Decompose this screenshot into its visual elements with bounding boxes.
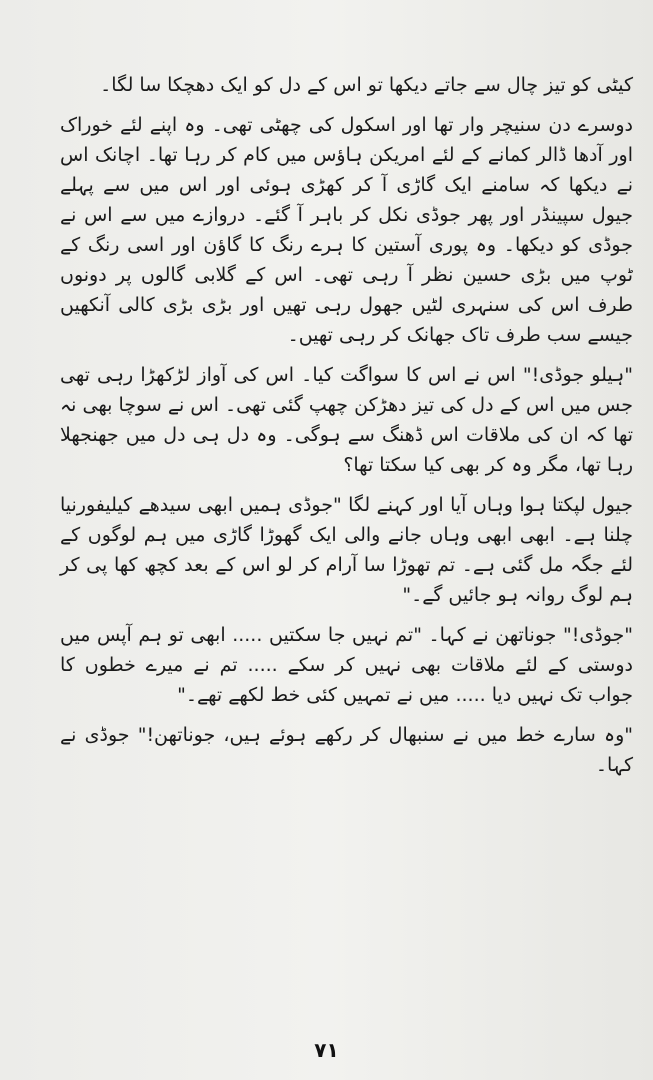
paragraph-3: "ہیلو جوڈی!" اس نے اس کا سواگت کیا۔ اس کی آواز لڑکھڑا رہی تھی جس میں اس کے دل کی تیز دھڑکن چھپ گئی تھی۔ اس نے سوچا بھی نہ تھا کہ ان کی ملاقات اس ڈھنگ سے ہوگی۔ وہ دل ہی دل میں جھنجھلا رہا تھا، مگر وہ کر بھی کیا سکتا تھا؟ — [60, 364, 633, 476]
paragraph-5: "جوڈی!" جوناتھن نے کہا۔ "تم نہیں جا سکتیں ..... ابھی تو ہم آپس میں دوستی کے لئے ملاقات بھی نہیں کر سکے ..... تم نے میرے خطوں کا جواب تک نہیں دیا ..... میں نے تمہیں کئی خط لکھے تھے۔" — [60, 624, 633, 706]
paragraph-4: جیول لپکتا ہوا وہاں آیا اور کہنے لگا "جوڈی ہمیں ابھی سیدھے کیلیفورنیا چلنا ہے۔ ابھی ابھی وہاں جانے والی ایک گھوڑا گاڑی میں ہم لوگوں کے لئے جگہ مل گئی ہے۔ تم تھوڑا سا آرام کر لو اس کے بعد کچھ کھا پی کر ہم لوگ روانہ ہو جائیں گے۔" — [60, 494, 633, 606]
paragraph-1: کیٹی کو تیز چال سے جاتے دیکھا تو اس کے دل کو ایک دھچکا سا لگا۔ — [100, 74, 633, 96]
paragraph-2: دوسرے دن سنیچر وار تھا اور اسکول کی چھٹی تھی۔ وہ اپنے لئے خوراک اور آدھا ڈالر کمانے کے لئے امریکن ہاؤس میں کام کر رہا تھا۔ اچانک اس نے دیکھا کہ سامنے ایک گاڑی آ کر کھڑی ہوئی اور اس میں سے پہلے جیول سپینڈر اور پھر جوڈی نکل کر باہر آ گئے۔ دروازے میں سے اس نے جوڈی کو دیکھا۔ وہ پوری آستین کا ہرے رنگ کا گاؤن اور اسی رنگ کے ٹوپ میں بڑی حسین نظر آ رہی تھی۔ اس کے گلابی گالوں پر دونوں طرف اس کی سنہری لٹیں جھول رہی تھیں اور بڑی بڑی کالی آنکھیں جیسے سب طرف تاک جھانک کر رہی تھیں۔ — [60, 114, 633, 346]
page-number: ۷۱ — [314, 1038, 339, 1062]
paragraph-6: "وہ سارے خط میں نے سنبھال کر رکھے ہوئے ہیں، جوناتھن!" جوڈی نے کہا۔ — [60, 724, 633, 776]
page-text — [60, 70, 633, 790]
